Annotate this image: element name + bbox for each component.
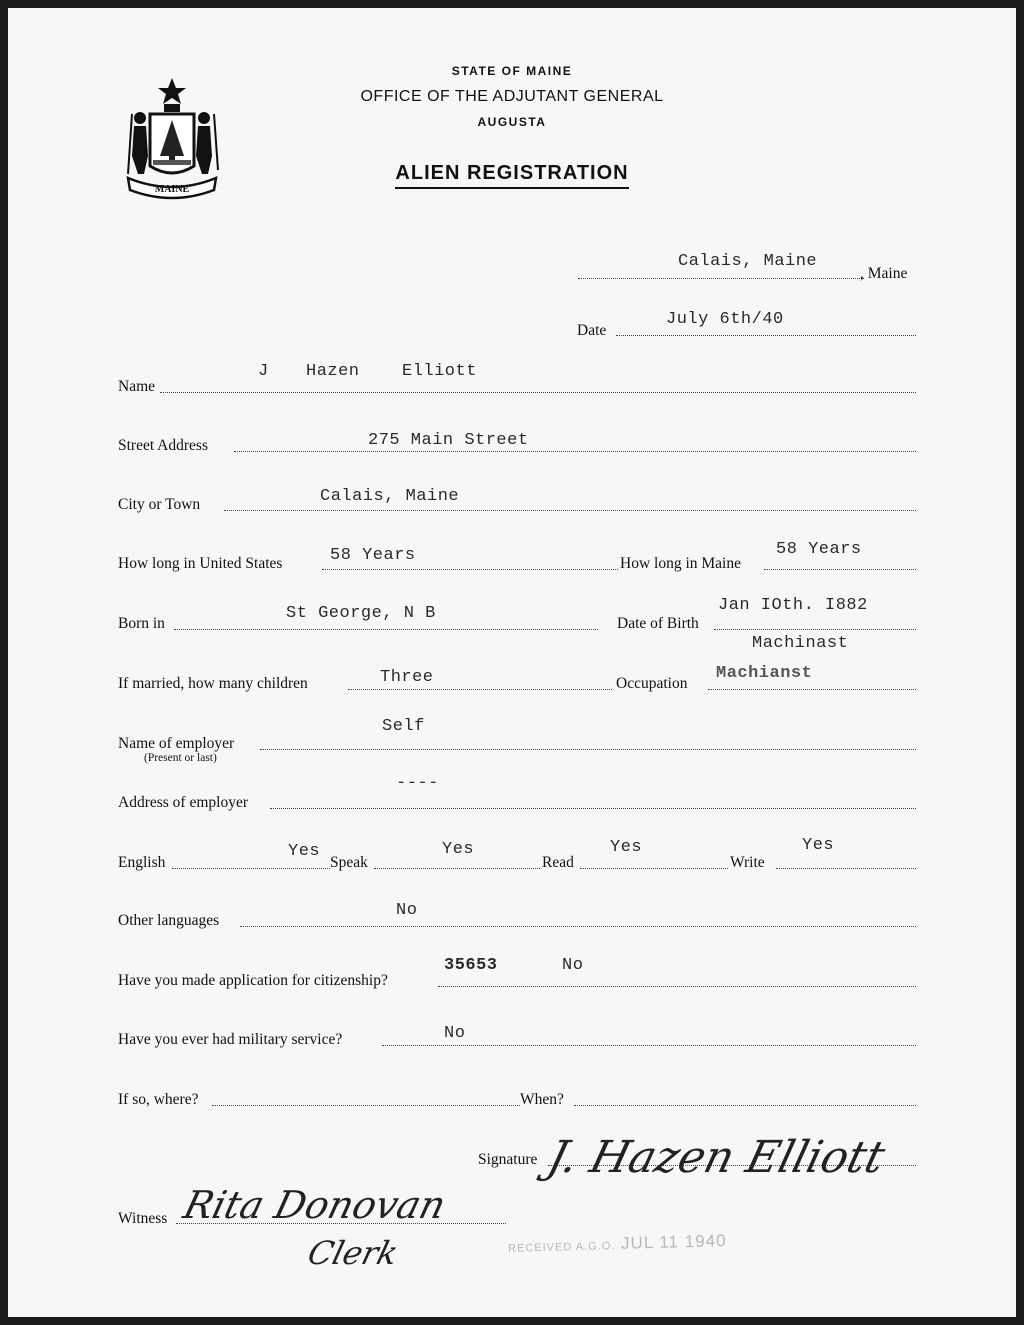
when-label: When?: [520, 1091, 564, 1108]
witness-handwriting: [178, 1176, 478, 1286]
us-label: How long in United States: [118, 555, 283, 572]
children-line: [348, 689, 612, 690]
place-line: [578, 278, 864, 279]
name-line: [160, 392, 916, 393]
emp-addr-line: [270, 808, 916, 809]
write-label: Write: [730, 854, 765, 871]
speak-value: Yes: [442, 840, 475, 859]
svg-text:Rita Donovan: Rita Donovan: [179, 1183, 451, 1228]
speak-label: Speak: [330, 854, 368, 871]
children-label: If married, how many children: [118, 675, 308, 692]
header-office: OFFICE OF THE ADJUTANT GENERAL: [360, 88, 664, 105]
military-value: No: [444, 1024, 466, 1043]
military-label: Have you ever had military service?: [118, 1031, 343, 1048]
write-line: [776, 868, 916, 869]
registration-form-sheet: [8, 8, 1016, 1317]
date-label: Date: [577, 322, 607, 339]
place-suffix: , Maine: [860, 265, 908, 282]
military-line: [382, 1045, 916, 1046]
born-label: Born in: [118, 615, 165, 632]
header-state: STATE OF MAINE: [451, 64, 573, 78]
signature-handwriting: [542, 1106, 890, 1196]
children-value: Three: [380, 668, 434, 687]
citizenship-label: Have you made application for citizenship?: [118, 972, 388, 989]
other-lang-label: Other languages: [118, 912, 220, 929]
svg-text:Clerk: Clerk: [304, 1234, 402, 1272]
maine-label: How long in Maine: [620, 555, 741, 572]
emp-addr-value: ----: [396, 774, 439, 793]
maine-line: [764, 569, 916, 570]
date-line: [616, 335, 916, 336]
name-middle: Hazen: [306, 362, 360, 381]
where-label: If so, where?: [118, 1091, 199, 1108]
header-city: AUGUSTA: [477, 115, 547, 129]
us-value: 58 Years: [330, 546, 416, 565]
date-value: July 6th/40: [666, 310, 784, 329]
employer-line: [260, 749, 916, 750]
city-label: City or Town: [118, 496, 201, 513]
speak-line: [374, 868, 540, 869]
name-last: Elliott: [402, 362, 477, 381]
maine-value: 58 Years: [776, 540, 862, 559]
english-label: English: [118, 854, 166, 871]
read-label: Read: [542, 854, 574, 871]
employer-label: Name of employer: [118, 735, 235, 752]
city-line: [224, 510, 916, 511]
svg-text:MAINE: MAINE: [154, 184, 190, 195]
where-line: [212, 1105, 520, 1106]
occupation-label: Occupation: [616, 675, 688, 692]
citizenship-number: 35653: [444, 956, 498, 975]
employer-value: Self: [382, 717, 425, 736]
other-lang-line: [240, 926, 916, 927]
signature-label: Signature: [478, 1151, 538, 1168]
citizenship-line: [438, 986, 916, 987]
received-stamp: RECEIVED A.G.O. JUL 11 1940: [507, 1231, 727, 1255]
city-value: Calais, Maine: [320, 487, 460, 506]
form-title: ALIEN REGISTRATION: [8, 162, 1016, 185]
write-value: Yes: [802, 836, 835, 855]
born-line: [174, 629, 598, 630]
us-line: [322, 569, 618, 570]
emp-addr-label: Address of employer: [118, 794, 248, 811]
svg-text:J. Hazen Elliott: J. Hazen Elliott: [542, 1131, 890, 1183]
dob-value: Jan IOth. I882: [718, 596, 868, 615]
street-line: [234, 451, 916, 452]
occupation-overtype: Machianst: [716, 664, 813, 683]
occupation-line: [708, 689, 916, 690]
english-value: Yes: [288, 842, 321, 861]
place-value: Calais, Maine: [678, 252, 818, 271]
dob-line: [714, 629, 916, 630]
citizenship-value: No: [562, 956, 584, 975]
name-label: Name: [118, 378, 156, 395]
occupation-value: Machinast: [752, 634, 849, 653]
dob-label: Date of Birth: [617, 615, 699, 632]
english-line: [172, 868, 330, 869]
other-lang-value: No: [396, 901, 418, 920]
witness-label: Witness: [118, 1210, 168, 1227]
born-value: St George, N B: [286, 604, 436, 623]
name-first: J: [258, 362, 269, 381]
street-value: 275 Main Street: [368, 431, 529, 450]
read-line: [580, 868, 728, 869]
street-label: Street Address: [118, 437, 208, 454]
read-value: Yes: [610, 838, 643, 857]
employer-sub-label: (Present or last): [144, 752, 217, 764]
